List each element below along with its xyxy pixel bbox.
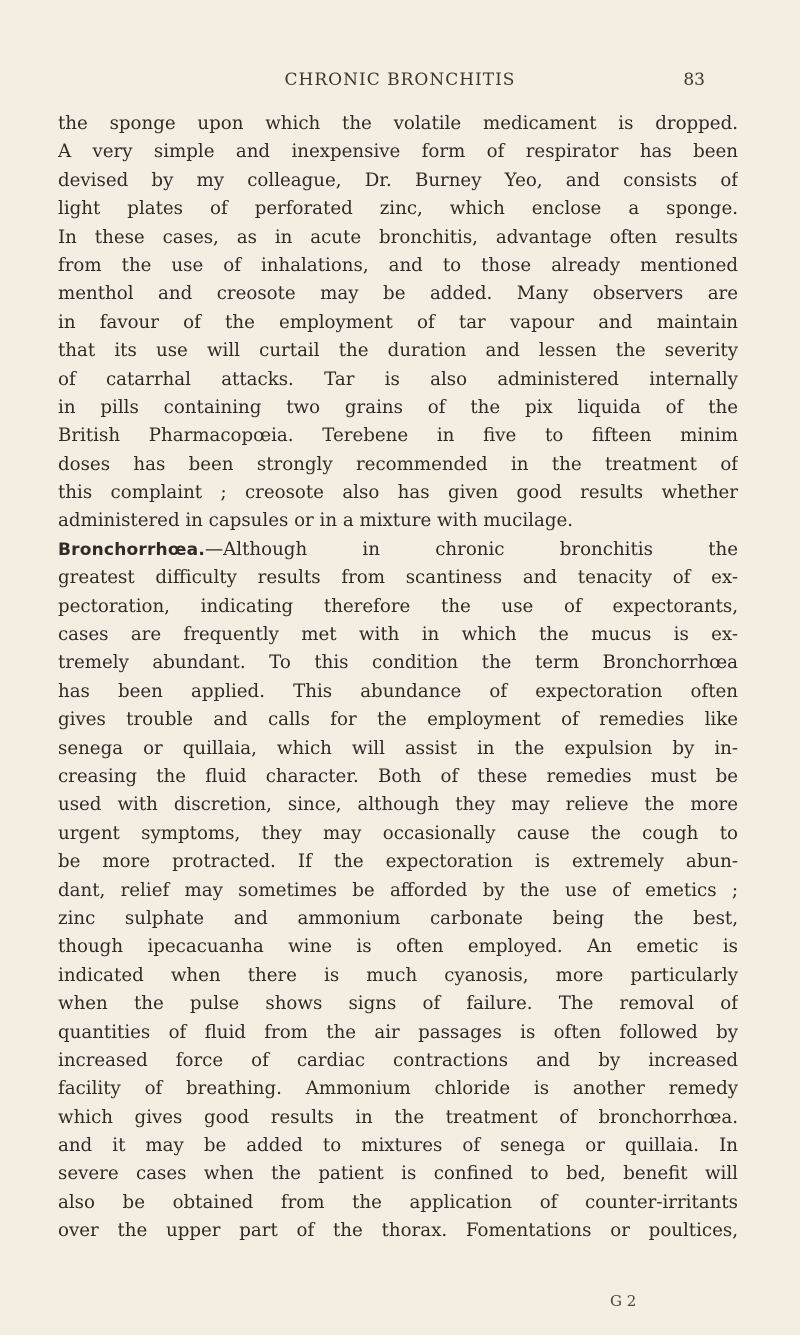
text-line: dant, relief may sometimes be afforded by the use of emetics ; <box>58 879 738 901</box>
heading-line-rest: —Although in chronic bronchitis the <box>204 538 738 560</box>
text-line: severe cases when the patient is confined to bed, benefit will <box>58 1163 738 1185</box>
text-line: greatest difficulty results from scantiness and tenacity of ex- <box>58 567 738 589</box>
text-line: from the use of inhalations, and to those already mentioned <box>58 254 738 276</box>
text-line: light plates of perforated zinc, which enclose a sponge. <box>58 198 738 220</box>
body-text <box>58 110 738 1246</box>
text-line: this complaint ; creosote also has given good results whether <box>58 482 738 504</box>
text-line: has been applied. This abundance of expectoration often <box>58 680 738 702</box>
text-line: cases are frequently met with in which the mucus is ex- <box>58 624 738 646</box>
text-line: zinc sulphate and ammonium carbonate being the best, <box>58 907 738 929</box>
text-line: creasing the fluid character. Both of these remedies must be <box>58 765 738 787</box>
text-line: of catarrhal attacks. Tar is also administered internally <box>58 368 738 390</box>
section-heading: Bronchorrhœa. <box>58 539 205 560</box>
text-line: quantities of fluid from the air passages is often followed by <box>58 1021 738 1043</box>
text-line: indicated when there is much cyanosis, more particularly <box>58 964 738 986</box>
text-line: and it may be added to mixtures of senega or quillaia. In <box>58 1135 738 1157</box>
running-title: CHRONIC BRONCHITIS <box>284 70 516 90</box>
text-line: in favour of the employment of tar vapour and maintain <box>58 311 738 333</box>
text-line: which gives good results in the treatment of bronchorrhœa. <box>58 1106 738 1128</box>
text-line: though ipecacuanha wine is often employed. An emetic is <box>58 936 738 958</box>
text-line: also be obtained from the application of counter-irritants <box>58 1191 738 1213</box>
text-line: senega or quillaia, which will assist in the expulsion by in- <box>58 737 738 759</box>
text-line: in pills containing two grains of the pix liquida of the <box>58 396 738 418</box>
page-number: 83 <box>683 70 705 90</box>
text-line: when the pulse shows signs of failure. The removal of <box>58 993 738 1015</box>
text-line: administered in capsules or in a mixture with mucilage. <box>58 510 574 532</box>
text-line: tremely abundant. To this condition the term Bronchorrhœa <box>58 652 738 674</box>
text-line: gives trouble and calls for the employment of remedies like <box>58 709 738 731</box>
text-line: menthol and creosote may be added. Many observers are <box>58 283 738 305</box>
text-line: used with discretion, since, although they may relieve the more <box>58 794 738 816</box>
text-line: over the upper part of the thorax. Fomentations or poultices, <box>58 1220 738 1242</box>
text-line: increased force of cardiac contractions and by increased <box>58 1049 738 1071</box>
text-line: A very simple and inexpensive form of respirator has been <box>58 141 738 163</box>
text-line: devised by my colleague, Dr. Burney Yeo, and consists of <box>58 169 738 191</box>
text-line: facility of breathing. Ammonium chloride is another remedy <box>58 1078 738 1100</box>
section-heading-line <box>58 536 738 564</box>
text-line: be more protracted. If the expectoration is extremely abun- <box>58 851 738 873</box>
text-line: the sponge upon which the volatile medicament is dropped. <box>58 113 738 134</box>
signature-mark: G 2 <box>610 1292 637 1310</box>
text-line: doses has been strongly recommended in the treatment of <box>58 453 738 475</box>
text-line: In these cases, as in acute bronchitis, advantage often results <box>58 226 738 248</box>
text-line: pectoration, indicating therefore the use of expectorants, <box>58 595 738 617</box>
text-line: urgent symptoms, they may occasionally cause the cough to <box>58 822 738 844</box>
text-line: British Pharmacopœia. Terebene in five to fifteen minim <box>58 425 738 447</box>
text-line: that its use will curtail the duration and lessen the severity <box>58 340 738 362</box>
